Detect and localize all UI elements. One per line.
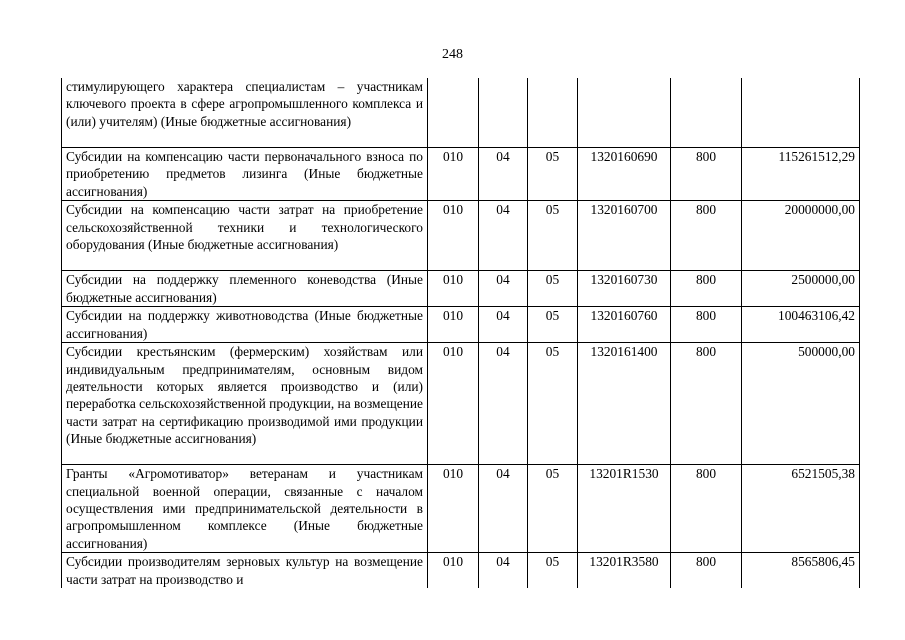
- ministry-code: 010: [428, 307, 479, 343]
- target-article-code: [578, 78, 671, 148]
- table-row: [62, 553, 860, 589]
- section-code: [479, 78, 528, 148]
- section-code: 04: [479, 465, 528, 553]
- ministry-code: 010: [428, 553, 479, 589]
- expense-type-code: 800: [671, 465, 742, 553]
- section-code: 04: [479, 201, 528, 271]
- expense-name: Гранты «Агромотиватор» ветеранам и участникам специальной военной операции, связанные с началом осуществления ими предпринимательской деятельности в агропромышленном комплексе (Иные бюджетные ассигнования): [62, 465, 428, 553]
- amount: [742, 78, 860, 148]
- expense-type-code: 800: [671, 271, 742, 307]
- table-row: [62, 78, 860, 148]
- table-row: [62, 343, 860, 465]
- amount: 2500000,00: [742, 271, 860, 307]
- expense-type-code: 800: [671, 307, 742, 343]
- table-row: [62, 271, 860, 307]
- subsection-code: 05: [528, 553, 578, 589]
- section-code: 04: [479, 271, 528, 307]
- target-article-code: 13201R3580: [578, 553, 671, 589]
- section-code: 04: [479, 148, 528, 201]
- target-article-code: 1320160730: [578, 271, 671, 307]
- ministry-code: 010: [428, 343, 479, 465]
- expense-name: Субсидии на компенсацию части первоначального взноса по приобретению предметов лизинга (Иные бюджетные ассигнования): [62, 148, 428, 201]
- expense-name: Субсидии на компенсацию части затрат на приобретение сельскохозяйственной техники и технологического оборудования (Иные бюджетные ассигнования): [62, 201, 428, 271]
- section-code: 04: [479, 307, 528, 343]
- ministry-code: 010: [428, 271, 479, 307]
- amount: 20000000,00: [742, 201, 860, 271]
- table-row: [62, 465, 860, 553]
- subsection-code: 05: [528, 271, 578, 307]
- amount: 6521505,38: [742, 465, 860, 553]
- page-number: 248: [442, 47, 463, 62]
- amount: 8565806,45: [742, 553, 860, 589]
- table-row: [62, 148, 860, 201]
- section-code: 04: [479, 553, 528, 589]
- expense-type-code: 800: [671, 201, 742, 271]
- amount: 115261512,29: [742, 148, 860, 201]
- expense-name: Субсидии производителям зерновых культур на возмещение части затрат на производство и: [62, 553, 428, 589]
- expense-name: Субсидии на поддержку племенного коневодства (Иные бюджетные ассигнования): [62, 271, 428, 307]
- section-code: 04: [479, 343, 528, 465]
- target-article-code: 1320161400: [578, 343, 671, 465]
- subsection-code: 05: [528, 307, 578, 343]
- target-article-code: 13201R1530: [578, 465, 671, 553]
- amount: 100463106,42: [742, 307, 860, 343]
- ministry-code: [428, 78, 479, 148]
- expense-type-code: 800: [671, 148, 742, 201]
- expense-type-code: 800: [671, 553, 742, 589]
- expense-name: стимулирующего характера специалистам – участникам ключевого проекта в сфере агропромышленного комплекса и (или) учителям) (Иные бюджетные ассигнования): [62, 78, 428, 148]
- ministry-code: 010: [428, 465, 479, 553]
- expense-type-code: 800: [671, 343, 742, 465]
- expense-name: Субсидии на поддержку животноводства (Иные бюджетные ассигнования): [62, 307, 428, 343]
- amount: 500000,00: [742, 343, 860, 465]
- target-article-code: 1320160700: [578, 201, 671, 271]
- subsection-code: 05: [528, 148, 578, 201]
- subsection-code: 05: [528, 465, 578, 553]
- budget-table: [61, 78, 860, 588]
- table-row: [62, 307, 860, 343]
- expense-type-code: [671, 78, 742, 148]
- table-row: [62, 201, 860, 271]
- target-article-code: 1320160690: [578, 148, 671, 201]
- target-article-code: 1320160760: [578, 307, 671, 343]
- subsection-code: [528, 78, 578, 148]
- subsection-code: 05: [528, 343, 578, 465]
- ministry-code: 010: [428, 148, 479, 201]
- subsection-code: 05: [528, 201, 578, 271]
- ministry-code: 010: [428, 201, 479, 271]
- expense-name: Субсидии крестьянским (фермерским) хозяйствам или индивидуальным предпринимателям, основным видом деятельности которых является производство и (или) переработка сельскохозяйственной продукции, на возмещение части затрат на сертификацию производимой ими продукции (Иные бюджетные ассигнования): [62, 343, 428, 465]
